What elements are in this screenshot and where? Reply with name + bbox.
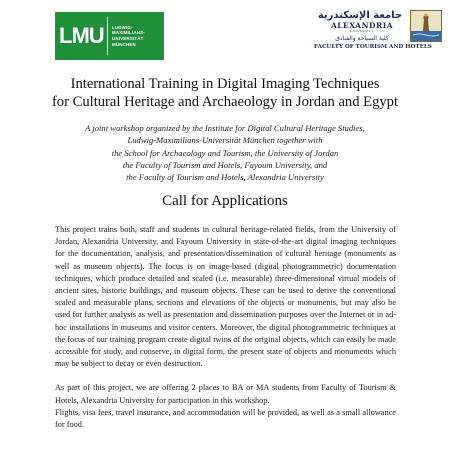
- lmu-name-line: UNIVERSITÄT: [112, 36, 144, 41]
- alexandria-university-logo: [312, 10, 442, 54]
- intro-line: the School for Archaeology and Tourism, the University of Jordan: [111, 147, 339, 158]
- document-title: [30, 75, 420, 111]
- body-text: [55, 224, 396, 431]
- lmu-name-line: LUDWIG-: [112, 24, 133, 30]
- alexandria-faculty-name: FACULTY OF TOURISM AND HOTELS: [314, 44, 432, 50]
- paragraph-project-description: This project trains both, staff and students in cultural heritage-related fields, from the University of Jordan, Alexandria University, and Fayoum University in state-of-the-art digital imaging techniques for the documentation, analysis, and presentation/dissemination of cultural heritage (monuments as well as museum objects). The focus is on image-based (digital photogrammetric) documentation techniques, which produce detailed and scaled (i.e. measurable) three-dimensional virtual models of ancient sites, historic buildings, and museum objects. These can be used to derive the conventional scaled and measurable plans, sections and elevations of the objects or monuments, but may also be used for further analysis as well as presentation and dissemination purposes over the Internet or in ad-hoc installations in museums and visitor centers. Moreover, the digital photogrammetric techniques at the focus of our training program create digital twins of the original objects, which can easily be made accessible for study, and conserve, in digital form, the present state of objects and monuments which may be subject to decay or even destruction.: [55, 225, 396, 369]
- title-line: International Training in Digital Imaging Techniques: [70, 76, 380, 92]
- lmu-name-line: MAXIMILIANS-: [112, 30, 145, 36]
- alexandria-arabic-name: جامعة الإسكندرية: [317, 10, 403, 21]
- lmu-logo-mark: LMU: [59, 23, 104, 48]
- paragraph-places-offered: As part of this project, we are offering 2 places to BA or MA students from Faculty of Tourism & Hotels, Alexandria University for participation in this workshop.: [55, 383, 396, 405]
- lmu-name-line: MÜNCHEN: [112, 41, 136, 47]
- paragraph-funding: Flights, visa fees, travel insurance, and accommodation will be provided, as well as a small allowance for food.: [55, 407, 396, 430]
- lmu-logo-divider: [107, 17, 108, 55]
- call-for-applications-heading: Call for Applications: [162, 193, 288, 209]
- title-line: for Cultural Heritage and Archaeology in Jordan and Egypt: [51, 94, 399, 110]
- alexandria-latin-name: ALEXANDRIA: [330, 21, 394, 30]
- lighthouse-emblem-icon: [410, 10, 442, 42]
- workshop-intro: [40, 122, 410, 183]
- alexandria-sub-name: UNIVERSITY: [350, 29, 374, 33]
- intro-line: the Faculty of Tourism and Hotels, Alexandria University: [126, 172, 324, 183]
- lmu-logo: [55, 12, 164, 60]
- lmu-logo-name: [112, 25, 145, 47]
- intro-line: A joint workshop organized by the Institute for Digital Cultural Heritage Studies,: [85, 123, 365, 133]
- intro-line: the Faculty of Tourism and Hotels, Fayoum University, and: [122, 159, 328, 170]
- intro-line: Ludwig-Maximilians-Universität München together with: [127, 135, 323, 146]
- alexandria-arabic-faculty: كلية السياحة والفنادق: [335, 35, 389, 42]
